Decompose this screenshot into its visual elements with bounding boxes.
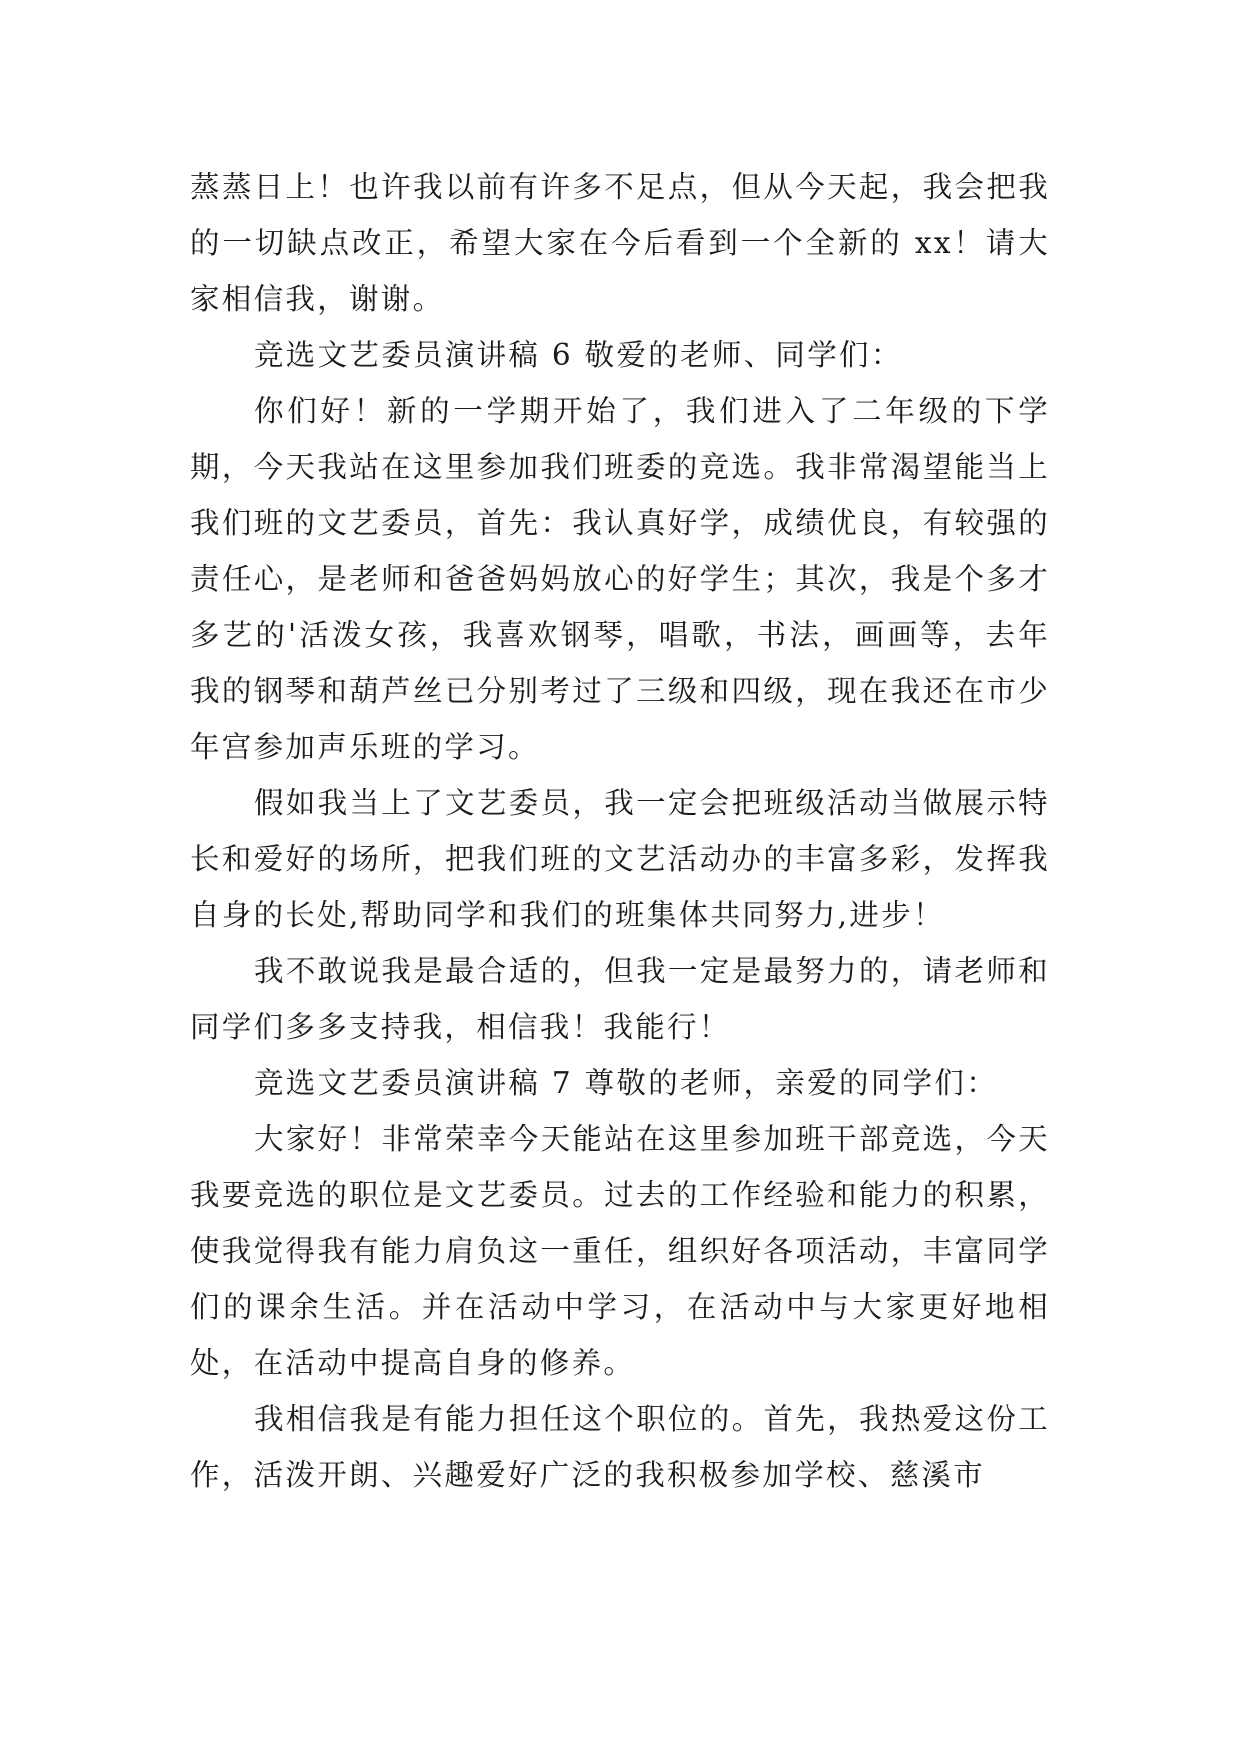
speech-6-paragraph: 你们好！新的一学期开始了，我们进入了二年级的下学期，今天我站在这里参加我们班委的竞选。我非常渴望能当上我们班的文艺委员，首先：我认真好学，成绩优良，有较强的责任心，是老师和爸爸妈妈放心的好学生；其次，我是个多才多艺的'活泼女孩，我喜欢钢琴，唱歌，书法，画画等，去年我的钢琴和葫芦丝已分别考过了三级和四级，现在我还在市少年宫参加声乐班的学习。 bbox=[190, 394, 1050, 764]
speech-7-paragraph: 大家好！非常荣幸今天能站在这里参加班干部竞选，今天我要竞选的职位是文艺委员。过去的工作经验和能力的积累，使我觉得我有能力肩负这一重任，组织好各项活动，丰富同学们的课余生活。并在活动中学习，在活动中与大家更好地相处，在活动中提高自身的修养。 bbox=[190, 1122, 1050, 1380]
speech-6-paragraph: 假如我当上了文艺委员，我一定会把班级活动当做展示特长和爱好的场所，把我们班的文艺活动办的丰富多彩，发挥我自身的长处,帮助同学和我们的班集体共同努力,进步！ bbox=[190, 786, 1050, 932]
speech-7-heading: 竞选文艺委员演讲稿 7 尊敬的老师，亲爱的同学们： bbox=[254, 1066, 999, 1100]
document-body bbox=[190, 159, 1050, 1503]
paragraph-continuation: 蒸蒸日上！也许我以前有许多不足点，但从今天起，我会把我的一切缺点改正，希望大家在今后看到一个全新的 xx！请大家相信我，谢谢。 bbox=[190, 170, 1050, 316]
speech-6-heading: 竞选文艺委员演讲稿 6 敬爱的老师、同学们： bbox=[254, 338, 903, 372]
speech-7-paragraph: 我相信我是有能力担任这个职位的。首先，我热爱这份工作，活泼开朗、兴趣爱好广泛的我积极参加学校、慈溪市 bbox=[190, 1402, 1050, 1492]
speech-6-paragraph: 我不敢说我是最合适的，但我一定是最努力的，请老师和同学们多多支持我，相信我！我能行！ bbox=[190, 954, 1050, 1044]
